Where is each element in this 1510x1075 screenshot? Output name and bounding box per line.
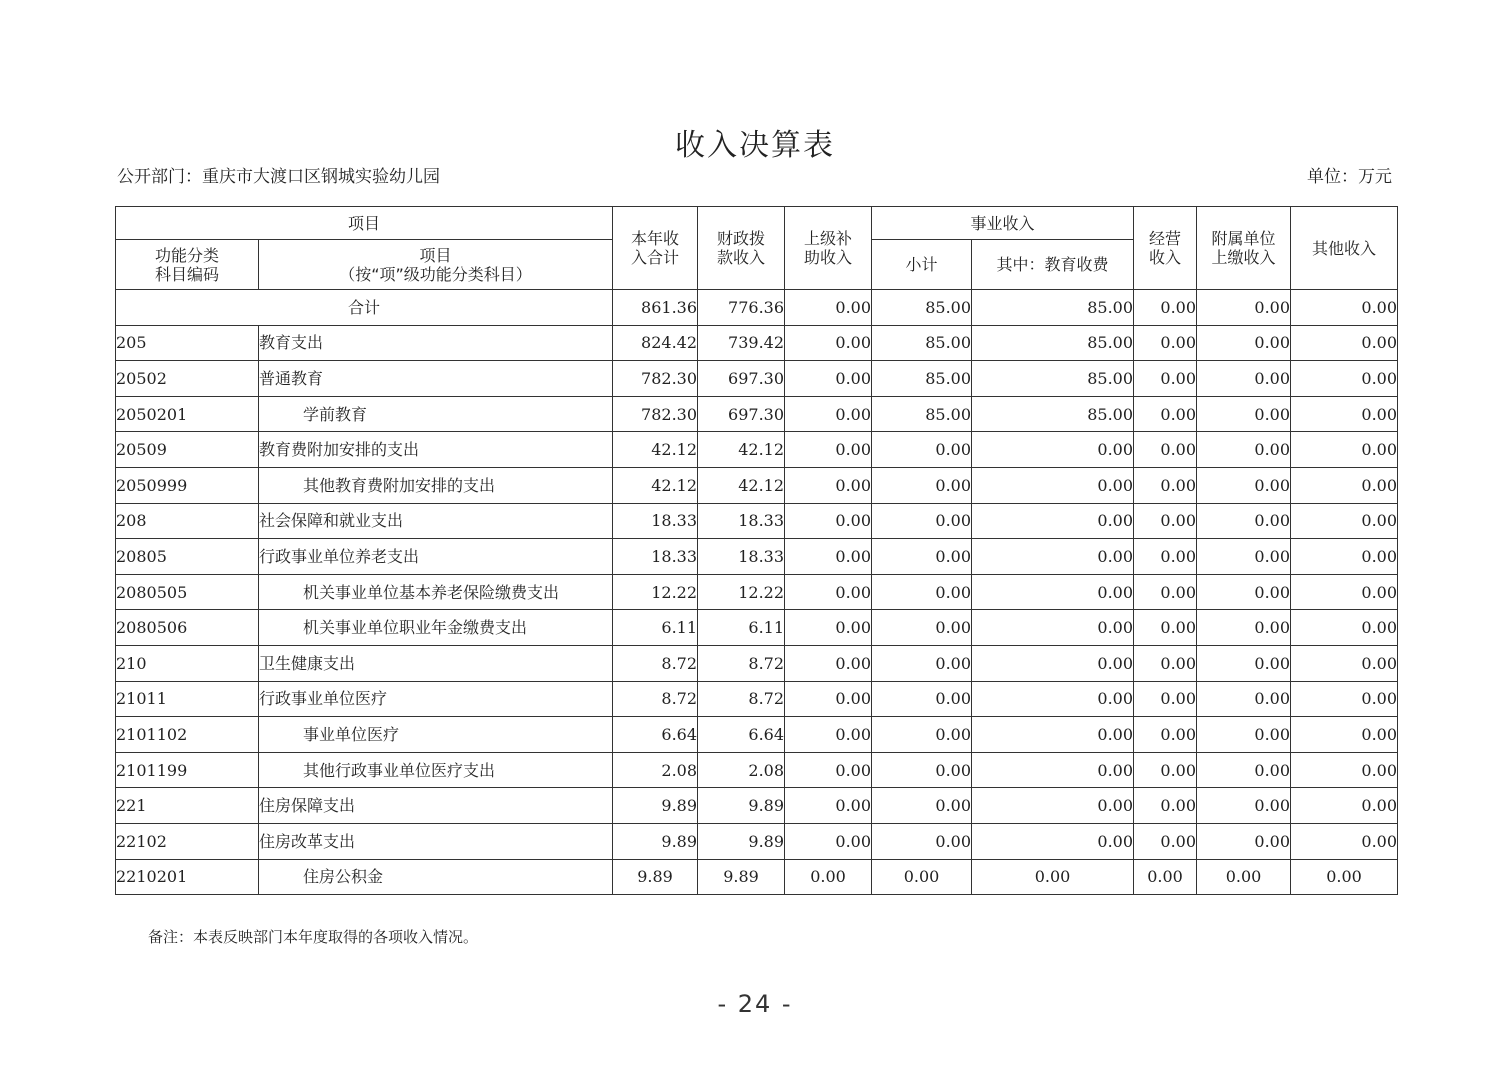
header-project-group: 项目 [116,207,613,240]
row-value: 0.00 [785,788,872,824]
row-value: 0.00 [1291,681,1398,717]
row-value: 0.00 [785,752,872,788]
table-row [116,788,1398,824]
row-code: 205 [116,325,259,361]
row-value: 8.72 [613,681,698,717]
row-value: 0.00 [1197,539,1291,575]
row-value: 0.00 [972,823,1134,859]
header-operating-line2: 收入 [1149,248,1182,267]
row-name: 机关事业单位基本养老保险缴费支出 [259,574,613,610]
row-value: 0.00 [1291,325,1398,361]
table-row [116,752,1398,788]
row-value: 0.00 [872,432,972,468]
row-value: 0.00 [972,503,1134,539]
row-value: 85.00 [972,361,1134,397]
row-value: 9.89 [613,859,698,895]
row-value: 8.72 [698,681,785,717]
row-value: 0.00 [1291,539,1398,575]
table-row [116,859,1398,895]
row-name: 其他行政事业单位医疗支出 [259,752,613,788]
row-name: 行政事业单位医疗 [259,681,613,717]
row-value: 0.00 [1291,396,1398,432]
row-value: 2.08 [698,752,785,788]
row-code: 20509 [116,432,259,468]
header-code [116,240,259,290]
total-cell: 0.00 [1134,290,1197,326]
table-row [116,681,1398,717]
row-value: 0.00 [785,396,872,432]
row-value: 0.00 [1134,361,1197,397]
row-value: 8.72 [613,645,698,681]
row-value: 42.12 [613,432,698,468]
row-name: 学前教育 [259,396,613,432]
row-value: 85.00 [872,325,972,361]
row-value: 0.00 [972,645,1134,681]
header-total-income [613,207,698,290]
row-value: 0.00 [1291,361,1398,397]
row-value: 0.00 [785,610,872,646]
row-value: 0.00 [1134,574,1197,610]
row-name: 住房公积金 [259,859,613,895]
total-cell: 85.00 [972,290,1134,326]
row-name: 住房改革支出 [259,823,613,859]
row-value: 0.00 [972,574,1134,610]
total-cell: 776.36 [698,290,785,326]
row-code: 208 [116,503,259,539]
row-value: 85.00 [872,396,972,432]
page-title: 收入决算表 [675,128,835,163]
header-code-line1: 功能分类 [154,245,219,265]
row-name: 社会保障和就业支出 [259,503,613,539]
page-number: - 24 - [717,990,793,1018]
total-label: 合计 [116,290,613,326]
header-affiliated-line1: 附属单位 [1211,229,1276,248]
row-value: 0.00 [872,823,972,859]
row-value: 0.00 [1291,823,1398,859]
header-row-1 [116,207,1398,240]
header-subtotal: 小计 [872,240,972,290]
row-value: 0.00 [1197,788,1291,824]
row-value: 18.33 [698,539,785,575]
table-row [116,361,1398,397]
header-total-line1: 本年收 [631,229,680,248]
row-code: 20805 [116,539,259,575]
row-code: 2101199 [116,752,259,788]
total-cell: 0.00 [1291,290,1398,326]
unit-label: 单位：万元 [1307,167,1392,187]
row-value: 0.00 [1134,859,1197,895]
row-value: 0.00 [1197,432,1291,468]
row-value: 42.12 [698,432,785,468]
row-code: 2050201 [116,396,259,432]
row-value: 0.00 [1291,859,1398,895]
row-value: 824.42 [613,325,698,361]
row-name: 住房保障支出 [259,788,613,824]
row-name: 事业单位医疗 [259,717,613,753]
table-row [116,574,1398,610]
row-value: 12.22 [698,574,785,610]
row-value: 0.00 [785,325,872,361]
row-value: 0.00 [1291,574,1398,610]
row-value: 9.89 [698,859,785,895]
row-value: 6.11 [698,610,785,646]
row-code: 2050999 [116,467,259,503]
row-value: 18.33 [698,503,785,539]
row-name: 教育支出 [259,325,613,361]
department-label: 公开部门：重庆市大渡口区钢城实验幼儿园 [117,167,440,187]
row-value: 0.00 [872,752,972,788]
row-value: 0.00 [872,610,972,646]
row-value: 0.00 [1291,752,1398,788]
row-value: 0.00 [1197,574,1291,610]
row-value: 0.00 [785,717,872,753]
row-code: 210 [116,645,259,681]
row-value: 0.00 [1197,325,1291,361]
row-value: 0.00 [872,467,972,503]
row-value: 0.00 [1134,681,1197,717]
row-value: 0.00 [872,503,972,539]
row-value: 0.00 [1134,432,1197,468]
row-value: 2.08 [613,752,698,788]
table-row [116,645,1398,681]
row-value: 0.00 [1134,325,1197,361]
row-value: 0.00 [972,432,1134,468]
table-row [116,503,1398,539]
table-row [116,823,1398,859]
table-body [116,325,1398,895]
header-superior-line2: 助收入 [804,248,853,267]
row-value: 0.00 [1197,396,1291,432]
header-code-line2: 科目编码 [154,264,219,284]
total-cell: 861.36 [613,290,698,326]
row-value: 0.00 [972,717,1134,753]
row-value: 0.00 [785,574,872,610]
row-value: 0.00 [1134,610,1197,646]
row-value: 0.00 [1134,788,1197,824]
header-name-line1: 项目 [419,245,452,265]
row-name: 教育费附加安排的支出 [259,432,613,468]
row-value: 0.00 [1134,539,1197,575]
header-fiscal-line2: 款收入 [717,248,766,267]
row-value: 0.00 [872,788,972,824]
row-value: 0.00 [785,432,872,468]
row-value: 18.33 [613,539,698,575]
row-value: 697.30 [698,361,785,397]
header-name [259,240,613,290]
header-superior-line1: 上级补 [804,229,853,248]
row-value: 0.00 [785,539,872,575]
row-value: 0.00 [972,788,1134,824]
row-value: 0.00 [785,361,872,397]
table-row [116,539,1398,575]
row-value: 0.00 [1197,467,1291,503]
header-operating-income [1134,207,1197,290]
row-name: 机关事业单位职业年金缴费支出 [259,610,613,646]
row-value: 0.00 [872,681,972,717]
row-value: 0.00 [785,503,872,539]
row-value: 0.00 [872,539,972,575]
row-value: 0.00 [1291,717,1398,753]
row-value: 9.89 [613,823,698,859]
header-superior-subsidy [785,207,872,290]
row-value: 6.11 [613,610,698,646]
row-name: 普通教育 [259,361,613,397]
row-value: 12.22 [613,574,698,610]
row-value: 0.00 [785,467,872,503]
total-cell: 0.00 [1197,290,1291,326]
table-row [116,610,1398,646]
row-value: 9.89 [698,823,785,859]
row-value: 0.00 [1197,823,1291,859]
row-value: 6.64 [698,717,785,753]
row-value: 0.00 [785,859,872,895]
row-value: 0.00 [785,645,872,681]
row-code: 22102 [116,823,259,859]
row-value: 85.00 [972,325,1134,361]
row-code: 21011 [116,681,259,717]
row-code: 20502 [116,361,259,397]
row-value: 0.00 [1134,467,1197,503]
row-value: 42.12 [613,467,698,503]
row-value: 0.00 [872,574,972,610]
row-value: 0.00 [1197,752,1291,788]
row-value: 85.00 [972,396,1134,432]
row-code: 2080506 [116,610,259,646]
row-value: 697.30 [698,396,785,432]
header-fiscal-income [698,207,785,290]
row-name: 卫生健康支出 [259,645,613,681]
row-value: 0.00 [1291,432,1398,468]
table-row [116,432,1398,468]
row-value: 0.00 [872,645,972,681]
header-affiliated-line2: 上缴收入 [1211,248,1276,267]
row-name: 行政事业单位养老支出 [259,539,613,575]
row-value: 9.89 [698,788,785,824]
table-row [116,467,1398,503]
header-total-line2: 入合计 [631,248,680,267]
row-value: 782.30 [613,361,698,397]
header-edu-fee: 其中：教育收费 [972,240,1134,290]
row-value: 0.00 [1197,681,1291,717]
header-business-group: 事业收入 [872,207,1134,240]
row-value: 0.00 [1134,752,1197,788]
row-value: 85.00 [872,361,972,397]
row-value: 0.00 [872,717,972,753]
total-cell: 85.00 [872,290,972,326]
header-name-line2: （按“项”级功能分类科目） [339,264,532,284]
row-value: 0.00 [972,859,1134,895]
table-row [116,717,1398,753]
row-code: 2101102 [116,717,259,753]
row-value: 0.00 [1134,396,1197,432]
row-value: 0.00 [1291,610,1398,646]
row-value: 6.64 [613,717,698,753]
footnote: 备注：本表反映部门本年度取得的各项收入情况。 [148,928,479,946]
row-value: 0.00 [972,539,1134,575]
row-value: 0.00 [1291,503,1398,539]
row-value: 0.00 [1291,467,1398,503]
row-value: 0.00 [972,467,1134,503]
row-value: 0.00 [1197,645,1291,681]
row-value: 0.00 [972,752,1134,788]
row-code: 2080505 [116,574,259,610]
row-value: 8.72 [698,645,785,681]
header-fiscal-line1: 财政拨 [717,229,766,248]
row-value: 0.00 [1134,503,1197,539]
row-value: 0.00 [972,610,1134,646]
row-value: 0.00 [785,823,872,859]
row-code: 2210201 [116,859,259,895]
table-row [116,396,1398,432]
total-row [116,290,1398,326]
header-affiliated-income [1197,207,1291,290]
row-value: 0.00 [1197,503,1291,539]
row-value: 9.89 [613,788,698,824]
header-operating-line1: 经营 [1149,229,1182,248]
row-value: 18.33 [613,503,698,539]
row-code: 221 [116,788,259,824]
row-value: 0.00 [1134,717,1197,753]
row-value: 0.00 [972,681,1134,717]
row-value: 0.00 [1197,610,1291,646]
row-value: 739.42 [698,325,785,361]
income-table [115,206,1398,895]
row-value: 0.00 [872,859,972,895]
table-row [116,325,1398,361]
row-value: 0.00 [1197,361,1291,397]
row-name: 其他教育费附加安排的支出 [259,467,613,503]
row-value: 0.00 [1291,788,1398,824]
row-value: 0.00 [1197,717,1291,753]
row-value: 0.00 [1134,823,1197,859]
row-value: 0.00 [1197,859,1291,895]
header-other-income: 其他收入 [1291,207,1398,290]
total-cell: 0.00 [785,290,872,326]
row-value: 782.30 [613,396,698,432]
row-value: 0.00 [1134,645,1197,681]
row-value: 0.00 [1291,645,1398,681]
row-value: 0.00 [785,681,872,717]
row-value: 42.12 [698,467,785,503]
